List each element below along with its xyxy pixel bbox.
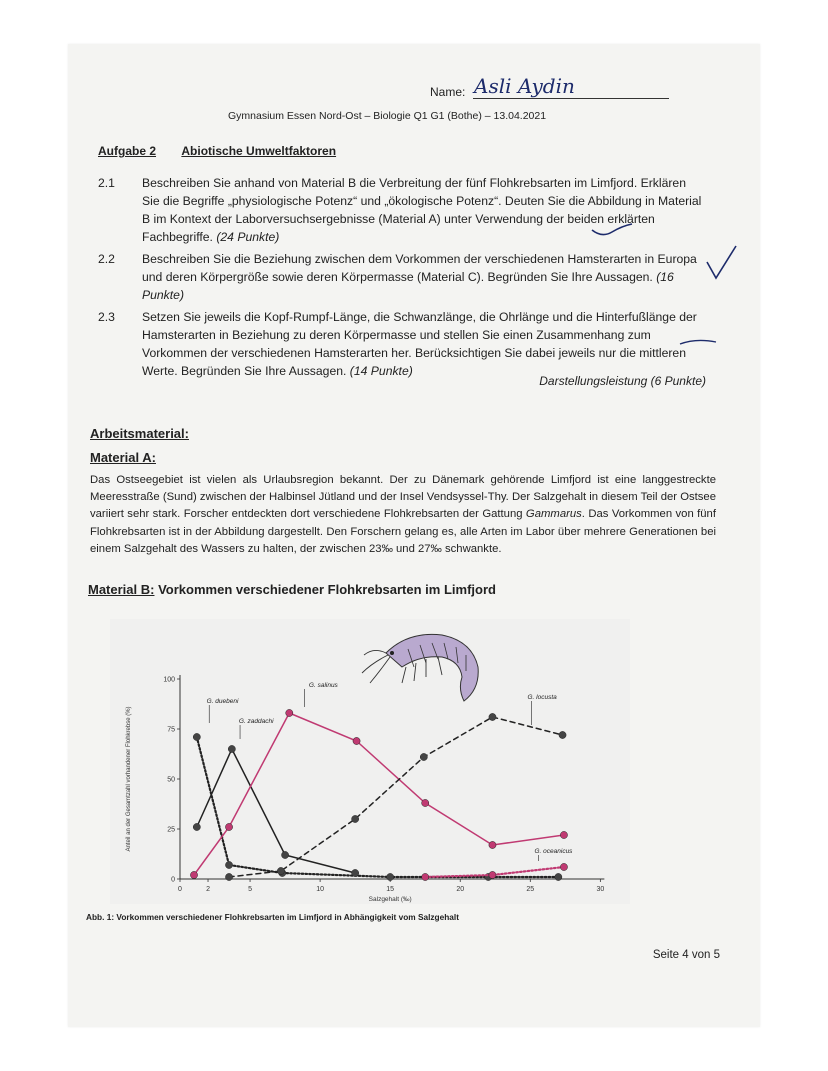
data-point: [225, 873, 232, 880]
pen-stroke-icon: [678, 334, 718, 350]
checkmark-icon: [588, 220, 638, 240]
data-point: [422, 873, 429, 880]
salinity-chart: [110, 619, 630, 904]
darstellungsleistung: Darstellungsleistung (6 Punkte): [539, 374, 706, 388]
data-point: [489, 871, 496, 878]
data-point: [555, 873, 562, 880]
y-tick-label: 100: [163, 676, 175, 684]
data-point: [422, 799, 429, 806]
x-tick-label: 20: [456, 886, 465, 893]
material-a-text: Das Ostseegebiet ist vielen als Urlaubsregion bekannt. Der zu Dänemark gehörende Limfjord ist eine langgestreckte Meeresstraße (Sund) zwischen der Halbinsel Jütland und der Insel Vendsyssel-Thy. Der Salzgehalt in diesem Teil der Ostsee variiert sehr stark. Forscher entdeckten dort verschiedene Flohkrebsarten der Gattung Gammarus. Das Vorkommen von fünf Flohkrebsarten ist in der Abbildung dargestellt. Den Forschern gelang es, alle Arten im Labor über mehrere Generationen bei einem Salzgehalt des Wassers zu halten, der zwischen 23‰ und 27‰ schwankte.: [90, 474, 716, 555]
checkmark-icon: [704, 244, 740, 284]
school-line: Gymnasium Essen Nord-Ost – Biologie Q1 G1 (Bothe) – 13.04.2021: [228, 110, 547, 122]
task-title: Abiotische Umweltfaktoren: [181, 144, 337, 158]
data-point: [560, 863, 567, 870]
task-item-number: 2.1: [98, 176, 115, 190]
data-point: [193, 733, 200, 740]
x-tick-label: 30: [596, 886, 605, 893]
data-point: [352, 815, 359, 822]
data-point: [190, 871, 197, 878]
x-tick-label: 15: [386, 886, 395, 893]
data-point: [225, 861, 232, 868]
y-tick-label: 0: [171, 876, 175, 884]
material-b-title: Vorkommen verschiedener Flohkrebsarten im Limfjord: [158, 582, 496, 597]
x-tick-label: 10: [316, 886, 325, 893]
material-b-heading: [88, 582, 496, 597]
task-item-text: Beschreiben Sie anhand von Material B die Verbreitung der fünf Flohkrebsarten im Limfjord. Erklären Sie die Begriffe „physiologische Potenz“ und „ökologische Potenz“. Deuten Sie die Abbildung in Material B im Kontext der Laborversuchsergebnisse (Material A) unter Verwendung der beiden erklärten Fachbegriffe. (24 Punkte): [142, 176, 702, 244]
y-tick-label: 25: [167, 826, 175, 834]
material-a-heading: Material A:: [90, 450, 156, 465]
task-points: (16 Punkte): [142, 270, 674, 302]
y-tick-label: 75: [167, 726, 175, 734]
series-label: G. duebeni: [206, 698, 239, 705]
task-heading: [98, 144, 336, 158]
page-number: Seite 4 von 5: [652, 949, 720, 961]
x-tick-label: 5: [248, 886, 253, 893]
data-point: [225, 823, 232, 830]
data-point: [281, 851, 288, 858]
data-point: [420, 753, 427, 760]
x-tick-label: 2: [206, 886, 210, 893]
y-tick-label: 50: [167, 776, 175, 784]
data-point: [560, 831, 567, 838]
data-point: [228, 745, 235, 752]
figure-caption: Abb. 1: Vorkommen verschiedener Flohkrebsarten im Limfjord in Abhängigkeit vom Salzgehalt: [86, 912, 459, 922]
task-item-number: 2.2: [98, 252, 115, 266]
task-item-number: 2.3: [98, 310, 115, 324]
series-label: G. oceanicus: [534, 848, 573, 855]
arbeitsmaterial-heading: Arbeitsmaterial:: [90, 426, 189, 441]
exam-page: [68, 44, 760, 1027]
task-item-text: Setzen Sie jeweils die Kopf-Rumpf-Länge, die Schwanzlänge, die Ohrlänge und die Hinterfußlänge der Hamsterarten in Beziehung zu deren Körpermasse und stellen Sie einen Zusammenhang zum Vorkommen der verschiedenen Hamsterarten her. Berücksichtigen Sie dabei jeweils nur die mittleren Werte. Begründen Sie Ihre Aussagen. (14 Punkte): [142, 310, 697, 378]
data-point: [559, 731, 566, 738]
data-point: [286, 709, 293, 716]
data-point: [193, 823, 200, 830]
task-item-text: Beschreiben Sie die Beziehung zwischen dem Vorkommen der verschiedenen Hamsterarten in Europa und deren Körpergröße sowie deren Körpermasse (Material C). Begründen Sie Ihre Aussagen. (16 Punkte): [142, 252, 697, 302]
task-number: Aufgabe 2: [98, 144, 157, 158]
name-label: Name:: [430, 85, 466, 99]
series-label: G. locusta: [527, 694, 557, 701]
data-point: [352, 869, 359, 876]
genus-name: Gammarus: [525, 508, 582, 521]
x-axis-label: Salzgehalt (‰): [368, 896, 412, 903]
x-tick-label: 25: [526, 886, 535, 893]
task-points: (14 Punkte): [349, 364, 413, 378]
chart-background: [110, 619, 630, 904]
series-label: G. salinus: [308, 682, 338, 689]
task-points: (24 Punkte): [216, 230, 280, 244]
material-b-label: Material B:: [88, 582, 155, 597]
data-point: [353, 737, 360, 744]
name-underline: [473, 98, 669, 99]
series-label: G. zaddachi: [238, 718, 274, 725]
student-name-handwritten: Asli Aydin: [474, 74, 575, 98]
data-point: [387, 873, 394, 880]
data-point: [489, 841, 496, 848]
y-axis-label: Anteil an der Gesamtzahl vorhandener Flohkrebse (%): [126, 706, 132, 852]
x-tick-label: 0: [178, 886, 182, 893]
data-point: [277, 867, 284, 874]
data-point: [489, 713, 496, 720]
